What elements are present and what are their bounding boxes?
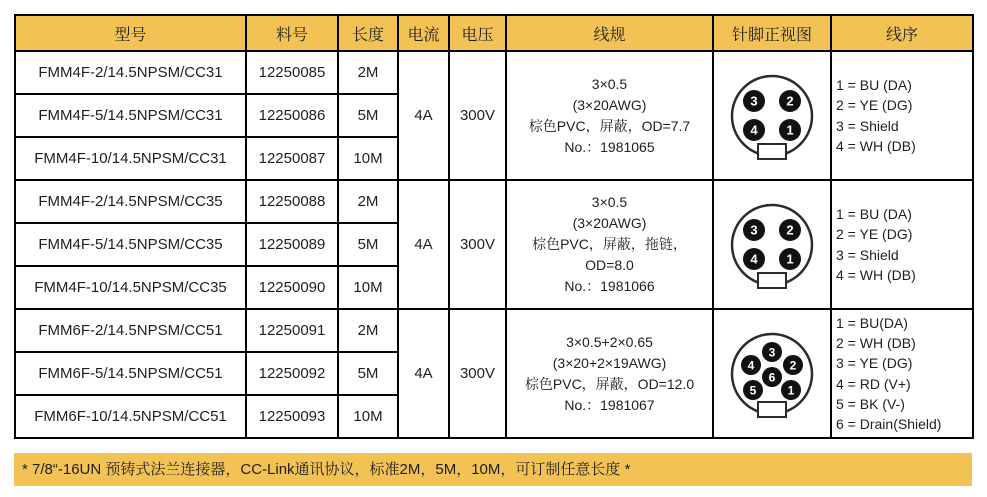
pin-number: 6 (768, 370, 776, 384)
wire-spec-line: No.：1981067 (564, 396, 655, 413)
length-cell: 10M (338, 137, 398, 180)
header-part-number: 料号 (246, 15, 338, 51)
wire-spec-line: (3×20+2×19AWG) (552, 354, 667, 371)
wire-sequence-line: 5 = BK (V-) (836, 395, 905, 412)
part-number-cell: 12250088 (246, 180, 338, 223)
pin-view-cell (713, 180, 831, 309)
wire-sequence-line: 2 = YE (DG) (836, 226, 913, 243)
pin-number: 4 (750, 251, 758, 266)
wire-spec-line: No.：1981066 (564, 278, 655, 294)
header-length: 长度 (338, 15, 398, 51)
current-cell: 4A (398, 180, 449, 309)
model-cell: FMM4F-2/14.5NPSM/CC31 (15, 51, 246, 94)
part-number-cell: 12250087 (246, 137, 338, 180)
model-cell: FMM4F-2/14.5NPSM/CC35 (15, 180, 246, 223)
wire-sequence-line: 2 = WH (DB) (836, 334, 916, 351)
pin-number: 1 (787, 383, 795, 397)
pin-view-cell (713, 51, 831, 180)
model-cell: FMM4F-10/14.5NPSM/CC31 (15, 137, 246, 180)
length-cell: 5M (338, 223, 398, 266)
current-cell: 4A (398, 51, 449, 180)
connector-spec-table (14, 14, 974, 439)
voltage-cell: 300V (449, 180, 506, 309)
model-cell: FMM6F-2/14.5NPSM/CC51 (15, 309, 246, 352)
pin-number: 2 (789, 358, 797, 372)
wire-sequence-line: 3 = Shield (836, 117, 899, 134)
header-current: 电流 (398, 15, 449, 51)
pin-number: 4 (750, 122, 758, 137)
header-row (15, 15, 973, 51)
pin-number: 2 (786, 222, 794, 237)
keying-notch (758, 144, 786, 159)
keying-notch (758, 402, 786, 417)
pin-number: 5 (749, 383, 757, 397)
wire-spec-cell (506, 309, 713, 438)
wire-spec-line: (3×20AWG) (572, 96, 647, 113)
wire-spec-line: 棕色PVC，屏蔽，OD=7.7 (528, 117, 691, 134)
pin-view-cell (713, 309, 831, 438)
wire-sequence-line: 4 = RD (V+) (836, 375, 911, 392)
length-cell: 5M (338, 94, 398, 137)
header-model: 型号 (15, 15, 246, 51)
length-cell: 2M (338, 51, 398, 94)
wire-sequence-cell (831, 180, 973, 309)
voltage-cell: 300V (449, 309, 506, 438)
part-number-cell: 12250090 (246, 266, 338, 309)
wire-spec-line: 3×0.5 (591, 194, 628, 210)
model-cell: FMM4F-10/14.5NPSM/CC35 (15, 266, 246, 309)
part-number-cell: 12250089 (246, 223, 338, 266)
voltage-cell: 300V (449, 51, 506, 180)
wire-spec-line: 棕色PVC，屏蔽，OD=12.0 (524, 375, 695, 392)
wire-spec-line: No.：1981065 (564, 138, 655, 155)
wire-sequence-line: 3 = Shield (836, 246, 899, 263)
pin-number: 3 (750, 93, 758, 108)
table-row (15, 180, 973, 223)
pin-number: 3 (768, 345, 776, 359)
pin-diagram-6pin-icon (724, 326, 820, 422)
pin-number: 3 (750, 222, 758, 237)
length-cell: 10M (338, 266, 398, 309)
header-wire-sequence: 线序 (831, 15, 973, 51)
wire-spec-cell (506, 51, 713, 180)
wire-spec-line: 3×0.5+2×0.65 (566, 333, 653, 350)
pin-diagram-4pin-icon (724, 68, 820, 164)
length-cell: 10M (338, 395, 398, 438)
header-pin-front-view: 针脚正视图 (713, 15, 831, 51)
wire-spec-line: (3×20AWG) (572, 215, 647, 231)
pin-number: 4 (747, 358, 755, 372)
pin-number: 1 (786, 251, 794, 266)
part-number-cell: 12250092 (246, 352, 338, 395)
header-wire-gauge: 线规 (506, 15, 713, 51)
part-number-cell: 12250085 (246, 51, 338, 94)
wire-sequence-line: 3 = YE (DG) (836, 355, 913, 372)
model-cell: FMM4F-5/14.5NPSM/CC31 (15, 94, 246, 137)
wire-spec-cell (506, 180, 713, 309)
footnote-bar: * 7/8“-16UN 预铸式法兰连接器，CC-Link通讯协议，标准2M，5M，10M，可订制任意长度 * (14, 453, 972, 486)
current-cell: 4A (398, 309, 449, 438)
header-voltage: 电压 (449, 15, 506, 51)
length-cell: 2M (338, 309, 398, 352)
wire-sequence-cell (831, 309, 973, 438)
wire-spec-line: 棕色PVC，屏蔽，拖链， (532, 236, 687, 252)
wire-sequence-line: 6 = Drain(Shield) (836, 416, 942, 433)
wire-sequence-line: 4 = WH (DB) (836, 137, 916, 154)
wire-spec-line: 3×0.5 (591, 75, 628, 92)
wire-sequence-line: 1 = BU (DA) (836, 205, 912, 222)
table-row (15, 51, 973, 94)
pin-number: 2 (786, 93, 794, 108)
wire-sequence-line: 1 = BU (DA) (836, 76, 912, 93)
length-cell: 2M (338, 180, 398, 223)
pin-number: 1 (786, 122, 794, 137)
model-cell: FMM6F-5/14.5NPSM/CC51 (15, 352, 246, 395)
part-number-cell: 12250086 (246, 94, 338, 137)
part-number-cell: 12250093 (246, 395, 338, 438)
part-number-cell: 12250091 (246, 309, 338, 352)
length-cell: 5M (338, 352, 398, 395)
wire-sequence-line: 4 = WH (DB) (836, 266, 916, 283)
keying-notch (758, 273, 786, 288)
wire-sequence-cell (831, 51, 973, 180)
model-cell: FMM6F-10/14.5NPSM/CC51 (15, 395, 246, 438)
wire-sequence-line: 2 = YE (DG) (836, 97, 913, 114)
wire-spec-line: OD=8.0 (585, 257, 634, 273)
table-row (15, 309, 973, 352)
model-cell: FMM4F-5/14.5NPSM/CC35 (15, 223, 246, 266)
pin-diagram-4pin-icon (724, 197, 820, 293)
wire-sequence-line: 1 = BU(DA) (836, 314, 908, 331)
